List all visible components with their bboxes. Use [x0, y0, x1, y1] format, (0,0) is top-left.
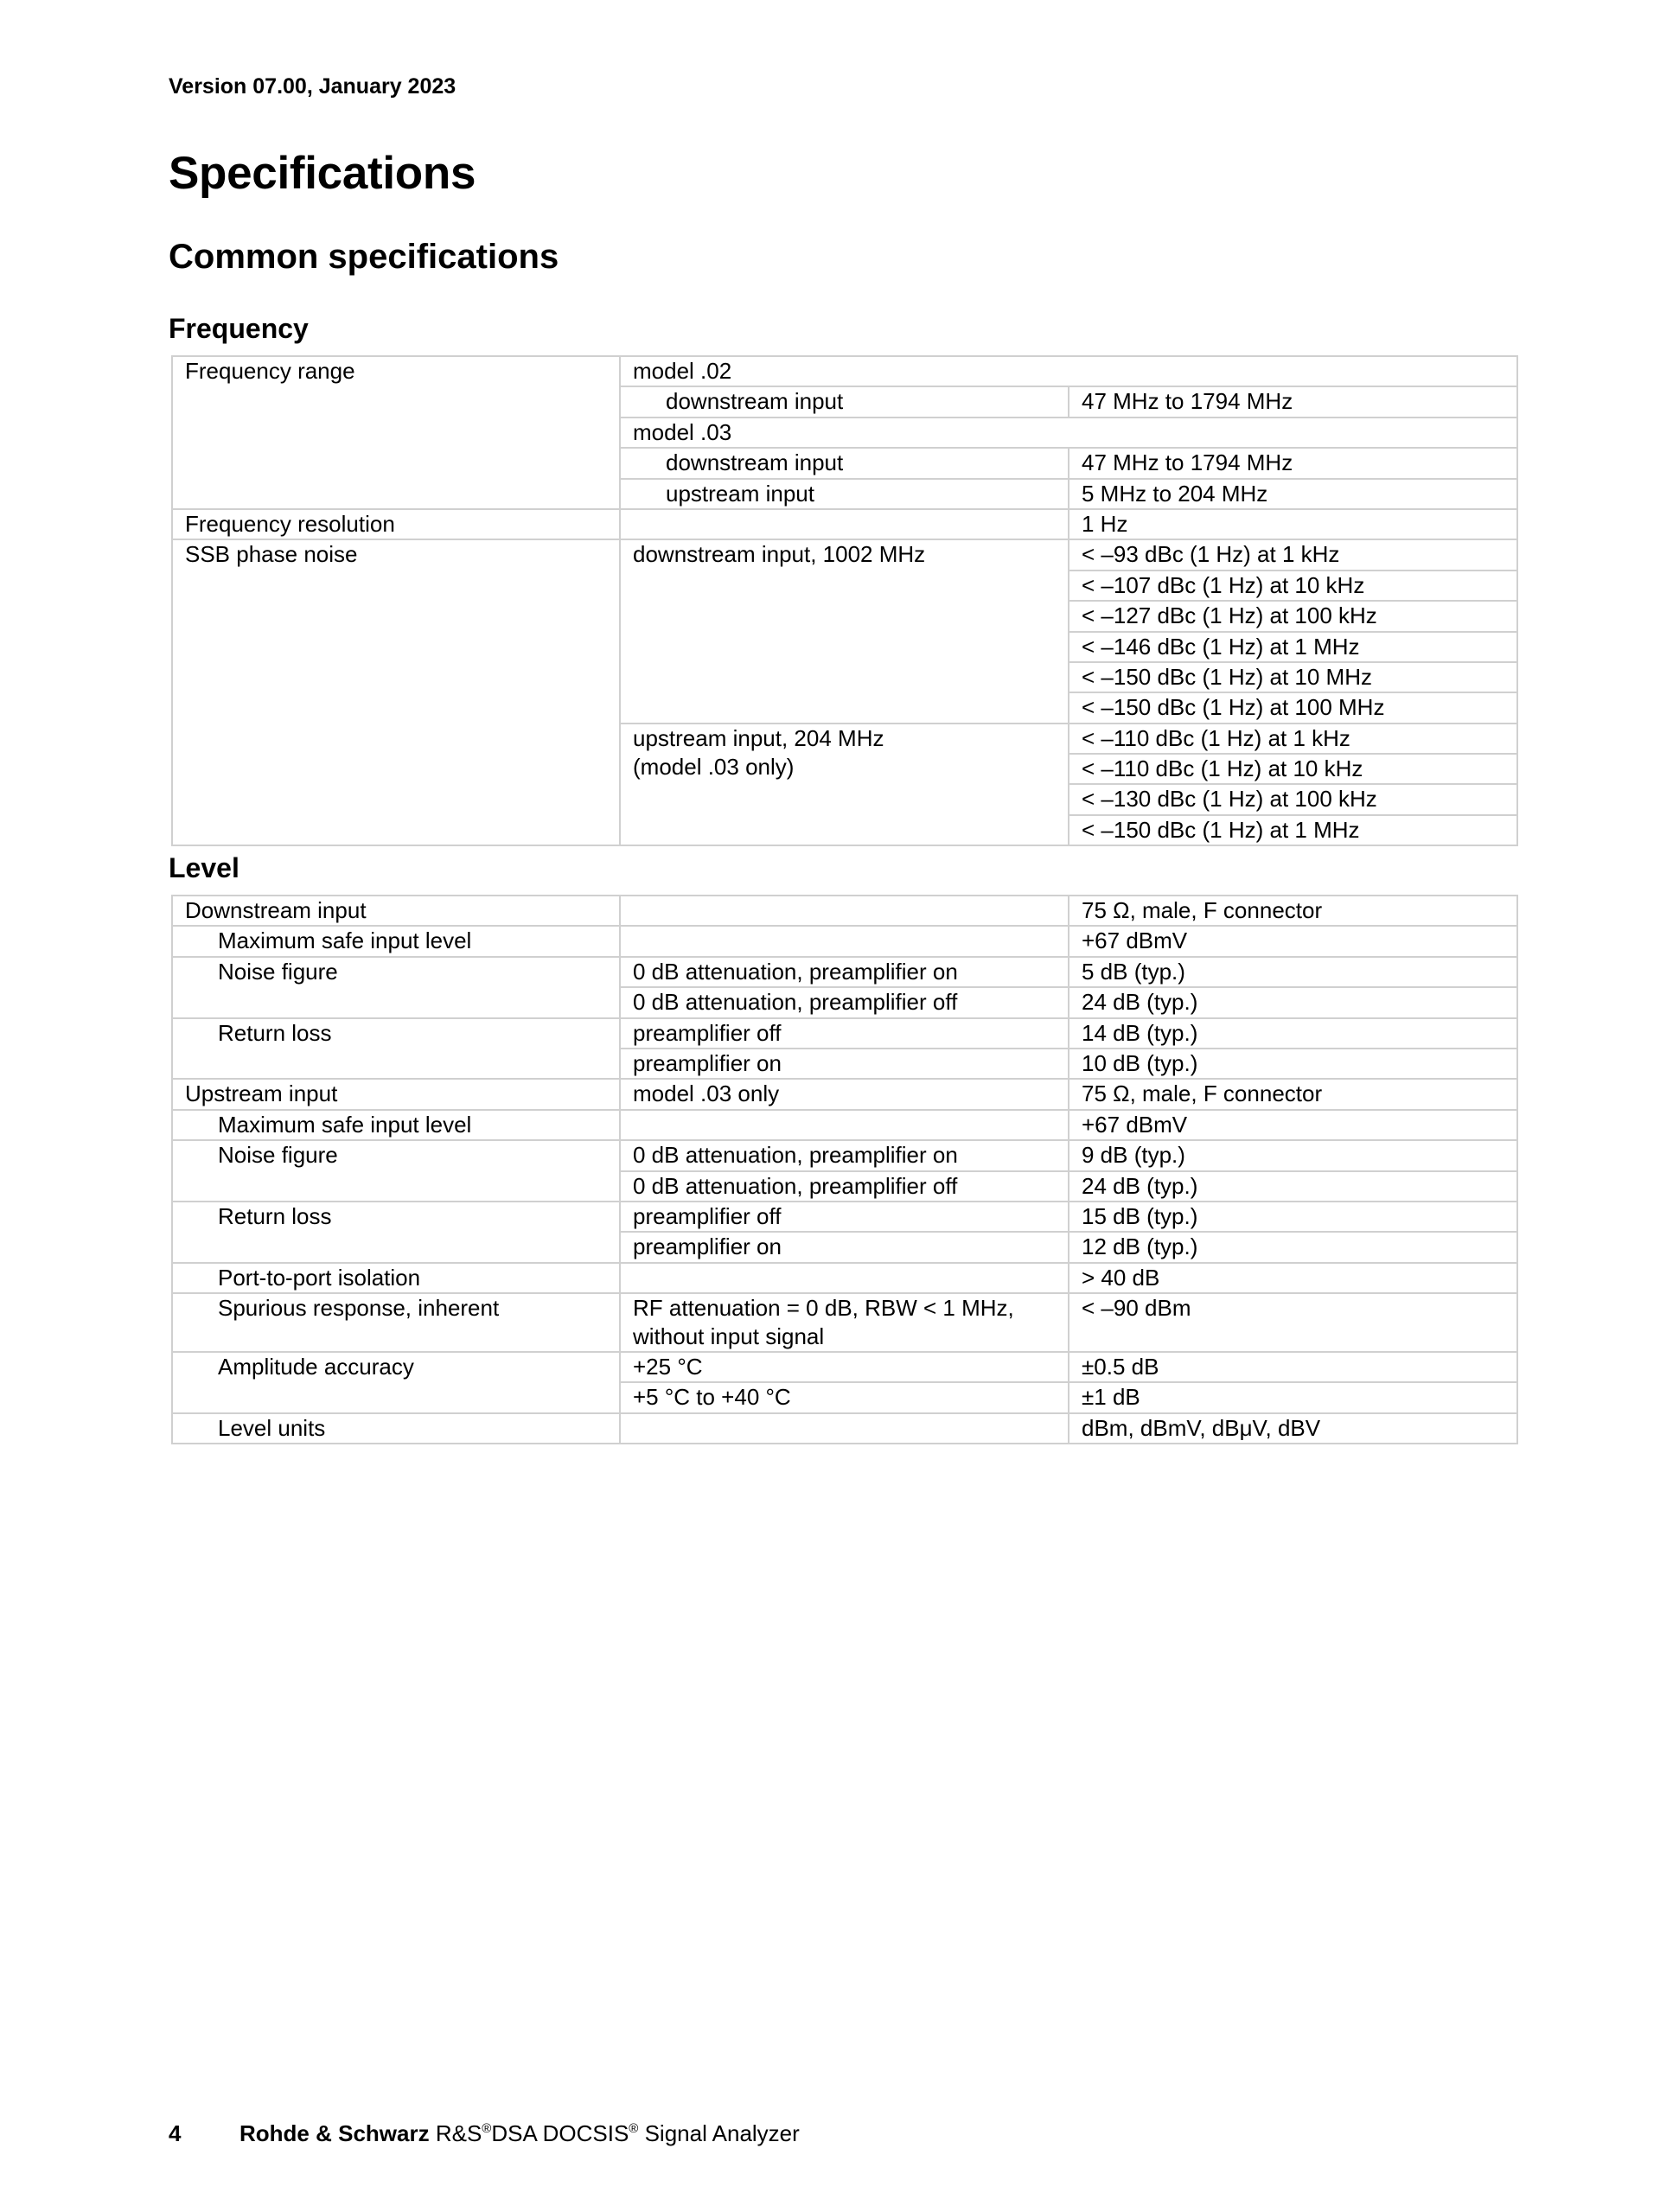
- ssb-value: < –107 dBc (1 Hz) at 10 kHz: [1069, 571, 1517, 601]
- upstream-input-label: Upstream input: [172, 1079, 620, 1109]
- condition-cell: preamplifier on: [620, 1232, 1069, 1262]
- spurious-condition: [620, 1293, 1069, 1352]
- ssb-downstream-condition: downstream input, 1002 MHz: [620, 539, 1069, 723]
- freq-03-downstream-value: 47 MHz to 1794 MHz: [1069, 448, 1517, 478]
- downstream-rl-off-value: 14 dB (typ.): [1069, 1018, 1517, 1049]
- empty-cell: [620, 1263, 1069, 1293]
- upstream-nf-on-value: 9 dB (typ.): [1069, 1140, 1517, 1170]
- ssb-value: < –150 dBc (1 Hz) at 1 MHz: [1069, 815, 1517, 845]
- ssb-phase-noise-label: SSB phase noise: [172, 539, 620, 845]
- empty-cell: [620, 1110, 1069, 1140]
- freq-03-upstream-value: 5 MHz to 204 MHz: [1069, 479, 1517, 509]
- spurious-label: Spurious response, inherent: [172, 1293, 620, 1352]
- downstream-input-label: downstream input: [620, 448, 1069, 478]
- downstream-max-safe-value: +67 dBmV: [1069, 926, 1517, 956]
- condition-cell: preamplifier off: [620, 1202, 1069, 1232]
- model-03-label: model .03: [620, 418, 1517, 448]
- upstream-connector-value: 75 Ω, male, F connector: [1069, 1079, 1517, 1109]
- port-isolation-value: > 40 dB: [1069, 1263, 1517, 1293]
- registered-mark: ®: [482, 2121, 492, 2136]
- product-model: DSA DOCSIS: [491, 2120, 629, 2146]
- downstream-connector-value: 75 Ω, male, F connector: [1069, 896, 1517, 926]
- condition-cell: 0 dB attenuation, preamplifier off: [620, 1171, 1069, 1202]
- max-safe-input-label: Maximum safe input level: [172, 926, 620, 956]
- max-safe-input-label: Maximum safe input level: [172, 1110, 620, 1140]
- downstream-rl-on-value: 10 dB (typ.): [1069, 1049, 1517, 1079]
- table-row: [172, 1018, 1517, 1049]
- condition-cell: preamplifier on: [620, 1049, 1069, 1079]
- table-row: [172, 1413, 1517, 1444]
- amplitude-accuracy-value: ±1 dB: [1069, 1382, 1517, 1412]
- version-label: Version 07.00, January 2023: [169, 74, 456, 99]
- model-02-label: model .02: [620, 356, 1517, 386]
- freq-range-label: Frequency range: [172, 356, 620, 509]
- downstream-nf-on-value: 5 dB (typ.): [1069, 957, 1517, 987]
- ssb-upstream-condition-line: (model .03 only): [633, 753, 795, 780]
- condition-cell: 0 dB attenuation, preamplifier on: [620, 957, 1069, 987]
- page-title: Specifications: [169, 148, 476, 199]
- port-isolation-label: Port-to-port isolation: [172, 1263, 620, 1293]
- table-row: [172, 1110, 1517, 1140]
- noise-figure-label: Noise figure: [172, 957, 620, 1018]
- empty-cell: [620, 926, 1069, 956]
- level-table: [171, 895, 1518, 1444]
- empty-cell: [620, 1413, 1069, 1444]
- freq-resolution-label: Frequency resolution: [172, 509, 620, 539]
- ssb-value: < –110 dBc (1 Hz) at 10 kHz: [1069, 754, 1517, 784]
- ssb-value: < –127 dBc (1 Hz) at 100 kHz: [1069, 601, 1517, 631]
- downstream-input-label: Downstream input: [172, 896, 620, 926]
- ssb-value: < –150 dBc (1 Hz) at 100 MHz: [1069, 692, 1517, 723]
- table-row: [172, 1352, 1517, 1382]
- amplitude-accuracy-value: ±0.5 dB: [1069, 1352, 1517, 1382]
- ssb-value: < –110 dBc (1 Hz) at 1 kHz: [1069, 724, 1517, 754]
- product-prefix: R&S: [435, 2120, 482, 2146]
- ssb-value: < –93 dBc (1 Hz) at 1 kHz: [1069, 539, 1517, 570]
- amplitude-accuracy-label: Amplitude accuracy: [172, 1352, 620, 1413]
- noise-figure-label: Noise figure: [172, 1140, 620, 1202]
- empty-cell: [620, 896, 1069, 926]
- table-row: [172, 1079, 1517, 1109]
- upstream-max-safe-value: +67 dBmV: [1069, 1110, 1517, 1140]
- downstream-nf-off-value: 24 dB (typ.): [1069, 987, 1517, 1017]
- return-loss-label: Return loss: [172, 1202, 620, 1263]
- table-row: [172, 896, 1517, 926]
- product-suffix: Signal Analyzer: [638, 2120, 800, 2146]
- freq-resolution-value: 1 Hz: [1069, 509, 1517, 539]
- table-row: [172, 1140, 1517, 1170]
- condition-cell: +25 °C: [620, 1352, 1069, 1382]
- page-footer: [169, 2120, 800, 2147]
- table-row: [172, 926, 1517, 956]
- ssb-value: < –150 dBc (1 Hz) at 10 MHz: [1069, 662, 1517, 692]
- condition-cell: model .03 only: [620, 1079, 1069, 1109]
- brand-name: Rohde & Schwarz: [239, 2120, 430, 2146]
- ssb-value: < –146 dBc (1 Hz) at 1 MHz: [1069, 632, 1517, 662]
- ssb-upstream-condition: [620, 724, 1069, 846]
- product-name: [436, 2120, 800, 2146]
- return-loss-label: Return loss: [172, 1018, 620, 1080]
- page-number: 4: [169, 2120, 182, 2146]
- table-row: [172, 509, 1517, 539]
- registered-mark: ®: [629, 2121, 639, 2136]
- level-heading: Level: [169, 852, 239, 883]
- ssb-upstream-condition-line: upstream input, 204 MHz: [633, 724, 884, 751]
- condition-cell: 0 dB attenuation, preamplifier on: [620, 1140, 1069, 1170]
- table-row: [172, 539, 1517, 570]
- ssb-value: < –130 dBc (1 Hz) at 100 kHz: [1069, 784, 1517, 814]
- level-units-value: dBm, dBmV, dBμV, dBV: [1069, 1413, 1517, 1444]
- table-row: [172, 1202, 1517, 1232]
- spurious-condition-line: RF attenuation = 0 dB, RBW < 1 MHz,: [633, 1295, 1014, 1322]
- spurious-condition-line: without input signal: [633, 1323, 825, 1350]
- upstream-input-label: upstream input: [620, 479, 1069, 509]
- upstream-rl-on-value: 12 dB (typ.): [1069, 1232, 1517, 1262]
- spurious-value: < –90 dBm: [1069, 1293, 1517, 1352]
- upstream-rl-off-value: 15 dB (typ.): [1069, 1202, 1517, 1232]
- downstream-input-label: downstream input: [620, 386, 1069, 417]
- table-row: [172, 1263, 1517, 1293]
- frequency-table: [171, 355, 1518, 846]
- freq-02-downstream-value: 47 MHz to 1794 MHz: [1069, 386, 1517, 417]
- condition-cell: +5 °C to +40 °C: [620, 1382, 1069, 1412]
- table-row: [172, 1293, 1517, 1352]
- section-title: Common specifications: [169, 238, 559, 276]
- table-row: [172, 356, 1517, 386]
- empty-cell: [620, 509, 1069, 539]
- upstream-nf-off-value: 24 dB (typ.): [1069, 1171, 1517, 1202]
- level-units-label: Level units: [172, 1413, 620, 1444]
- frequency-heading: Frequency: [169, 313, 309, 344]
- condition-cell: preamplifier off: [620, 1018, 1069, 1049]
- table-row: [172, 957, 1517, 987]
- condition-cell: 0 dB attenuation, preamplifier off: [620, 987, 1069, 1017]
